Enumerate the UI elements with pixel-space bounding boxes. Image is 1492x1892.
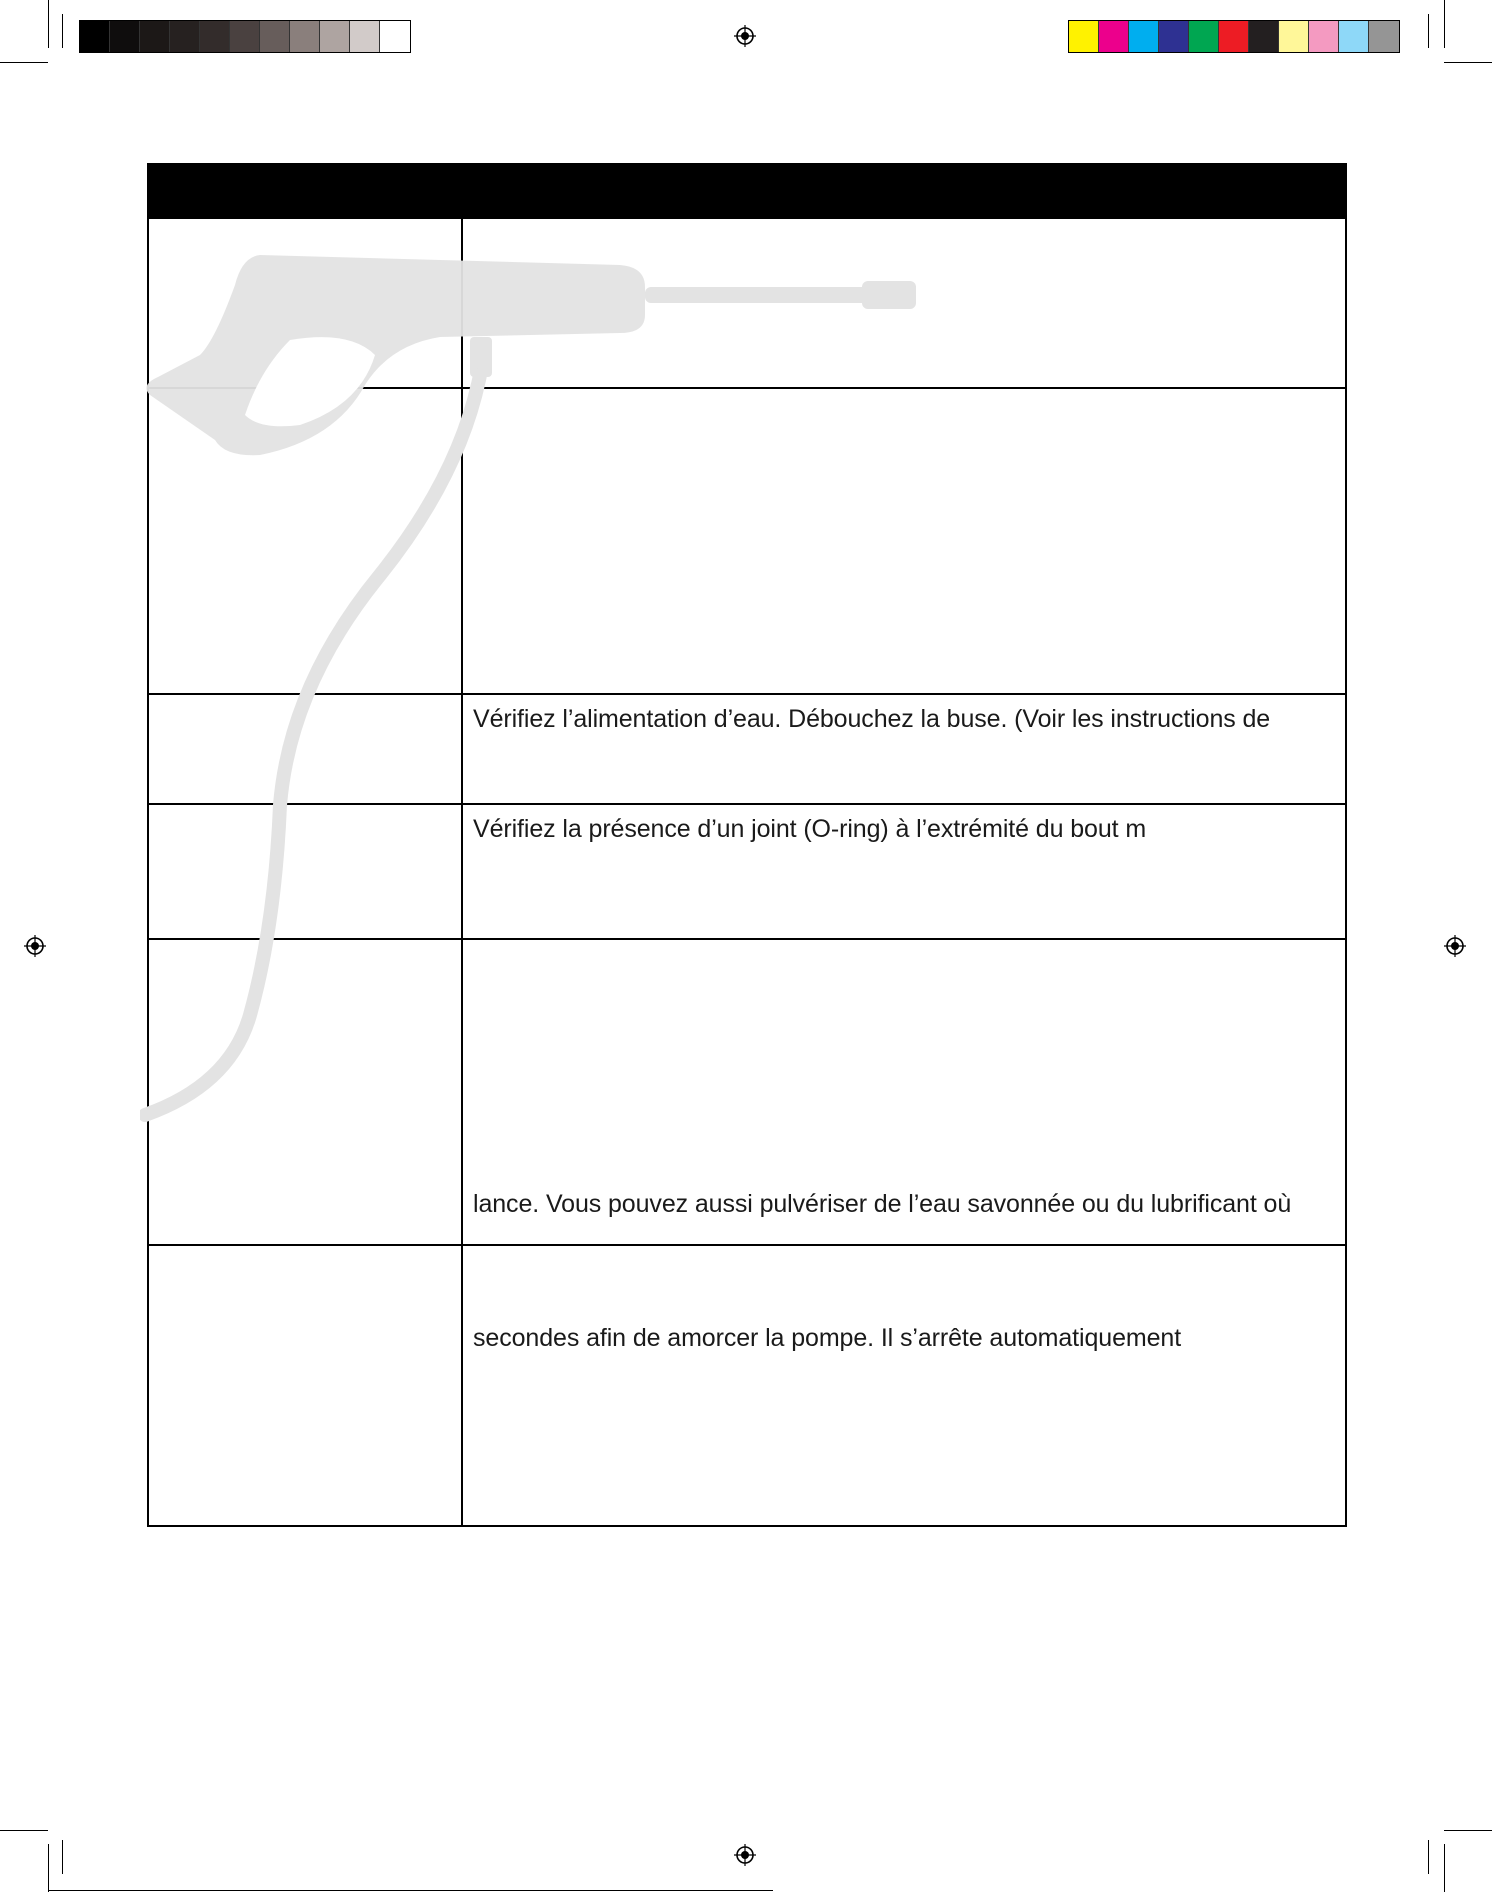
crop-mark	[0, 1830, 48, 1831]
color-swatch	[260, 21, 290, 52]
color-swatch	[1129, 21, 1159, 52]
color-swatch	[1369, 21, 1399, 52]
color-swatch	[230, 21, 260, 52]
color-swatch	[1309, 21, 1339, 52]
color-swatch	[1099, 21, 1129, 52]
color-swatch	[200, 21, 230, 52]
color-calibration-bar	[1068, 20, 1400, 53]
solution-cell	[463, 219, 1345, 387]
troubleshooting-table	[147, 163, 1347, 1527]
crop-mark	[48, 0, 49, 48]
solution-cell	[463, 805, 1345, 938]
color-swatch	[290, 21, 320, 52]
problem-cell	[149, 940, 463, 1244]
problem-cell	[149, 1246, 463, 1525]
solution-cell	[463, 1246, 1345, 1525]
problem-cell	[149, 219, 463, 387]
registration-mark-icon	[734, 1844, 756, 1866]
color-swatch	[350, 21, 380, 52]
table-row	[149, 1244, 1345, 1525]
color-swatch	[1249, 21, 1279, 52]
crop-mark	[1444, 1844, 1445, 1892]
color-swatch	[110, 21, 140, 52]
problem-cell	[149, 805, 463, 938]
color-swatch	[80, 21, 110, 52]
solution-text: lance. Vous pouvez aussi pulvériser de l’eau savonnée ou du lubrificant où	[473, 1190, 1292, 1218]
crop-mark	[1444, 0, 1445, 48]
registration-mark-icon	[1444, 935, 1466, 957]
solution-text: Vérifiez la présence d’un joint (O-ring) à l’extrémité du bout m	[473, 815, 1147, 843]
problem-cell	[149, 389, 463, 693]
color-swatch	[1159, 21, 1189, 52]
color-swatch	[380, 21, 410, 52]
table-row	[149, 217, 1345, 387]
crop-mark	[62, 1840, 63, 1874]
color-swatch	[1189, 21, 1219, 52]
crop-mark	[1428, 1840, 1429, 1874]
color-swatch	[170, 21, 200, 52]
color-swatch	[1219, 21, 1249, 52]
problem-cell	[149, 695, 463, 803]
solution-text: Vérifiez l’alimentation d’eau. Débouchez la buse. (Voir les instructions de	[473, 705, 1271, 733]
color-swatch	[1339, 21, 1369, 52]
crop-mark	[1444, 1830, 1492, 1831]
solution-cell	[463, 389, 1345, 693]
color-swatch	[320, 21, 350, 52]
solution-cell	[463, 940, 1345, 1244]
registration-mark-icon	[734, 25, 756, 47]
table-row	[149, 387, 1345, 693]
crop-mark	[1444, 62, 1492, 63]
table-row	[149, 803, 1345, 938]
table-row	[149, 938, 1345, 1244]
table-header	[149, 165, 1345, 217]
crop-mark	[48, 1844, 49, 1892]
color-swatch	[140, 21, 170, 52]
solution-cell	[463, 695, 1345, 803]
color-swatch	[1069, 21, 1099, 52]
gray-calibration-bar	[79, 20, 411, 53]
crop-mark	[48, 1890, 773, 1891]
crop-mark	[62, 14, 63, 48]
crop-mark	[1428, 14, 1429, 48]
color-swatch	[1279, 21, 1309, 52]
crop-mark	[0, 62, 48, 63]
table-row	[149, 693, 1345, 803]
solution-text: secondes afin de amorcer la pompe. Il s’arrête automatiquement	[473, 1324, 1182, 1352]
registration-mark-icon	[24, 935, 46, 957]
